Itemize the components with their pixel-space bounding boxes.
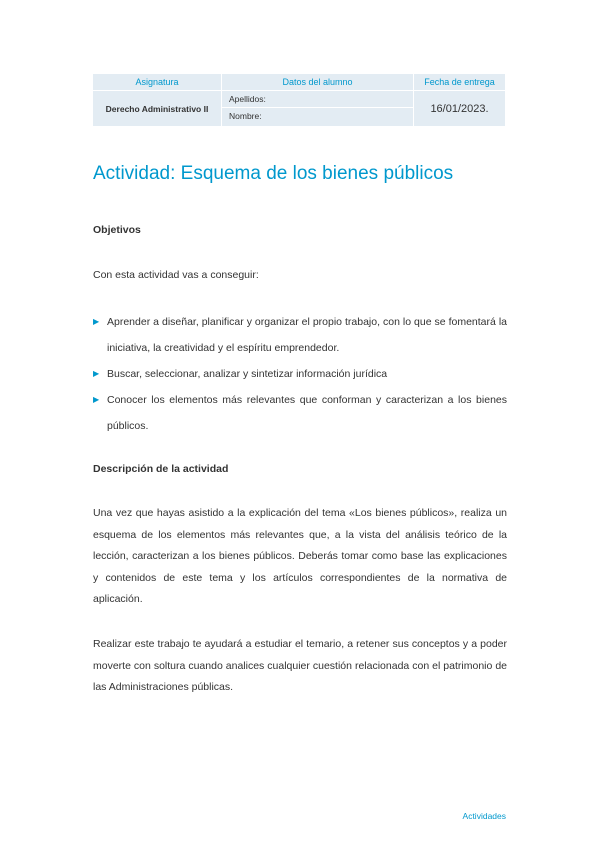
description-heading: Descripción de la actividad — [93, 463, 229, 475]
name-label: Nombre: — [229, 111, 262, 121]
triangle-right-icon: ▶ — [93, 317, 100, 326]
objectives-list — [93, 309, 507, 439]
list-item — [93, 309, 507, 361]
page-title: Actividad: Esquema de los bienes públicos — [93, 163, 454, 184]
description-paragraph-2: Realizar este trabajo te ayudará a estudiar el temario, a retener sus conceptos y a poder moverte con soltura cuando analices cualquier cuestión relacionada con el patrimonio de las Administraciones públicas. — [93, 638, 507, 693]
objectives-heading: Objetivos — [93, 224, 141, 236]
list-item-text: Conocer los elementos más relevantes que conforman y caracterizan a los bienes públicos. — [107, 394, 507, 432]
triangle-right-icon: ▶ — [93, 395, 100, 404]
header-col-subject: Asignatura — [93, 74, 222, 91]
list-item — [93, 387, 507, 439]
surname-label: Apellidos: — [222, 91, 413, 108]
objectives-intro: Con esta actividad vas a conseguir: — [93, 269, 259, 281]
header-col-date: Fecha de entrega — [414, 74, 506, 91]
list-item-text: Buscar, seleccionar, analizar y sintetizar información jurídica — [107, 368, 388, 380]
header-col-student: Datos del alumno — [222, 74, 414, 91]
footer-label: Actividades — [462, 811, 506, 821]
subject-name: Derecho Administrativo II — [93, 91, 222, 126]
delivery-date: 16/01/2023. — [414, 91, 506, 126]
header-table — [93, 74, 506, 126]
student-data — [222, 91, 414, 126]
description-paragraph-1: Una vez que hayas asistido a la explicación del tema «Los bienes públicos», realiza un esquema de los elementos más relevantes que, a la vista del análisis teórico de la lección, caracterizan a los bienes públicos. Deberás tomar como base las explicaciones y contenidos de este tema y los artículos correspondientes de la normativa de aplicación. — [93, 507, 507, 605]
list-item-text: Aprender a diseñar, planificar y organizar el propio trabajo, con lo que se fomentará la iniciativa, la creatividad y el espíritu emprendedor. — [107, 316, 507, 354]
triangle-right-icon: ▶ — [93, 369, 100, 378]
list-item — [93, 361, 507, 387]
